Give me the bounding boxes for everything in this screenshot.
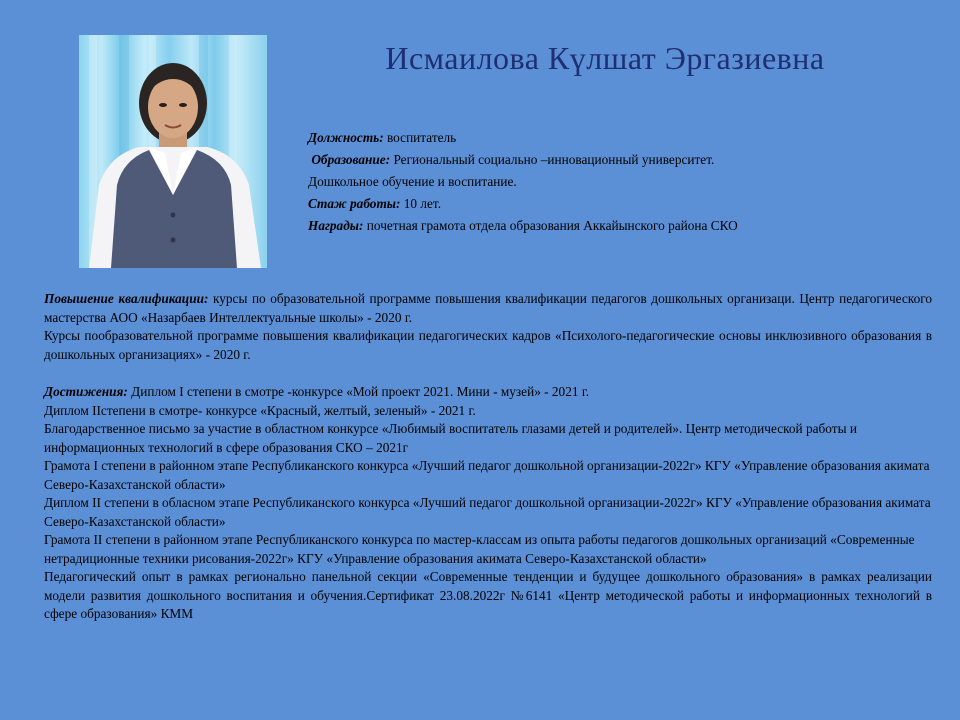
- achievement-item: Диплом IIстепени в смотре- конкурсе «Красный, желтый, зеленый» - 2021 г.: [44, 402, 476, 418]
- education-row: [308, 149, 928, 171]
- education-value-2: Дошкольное обучение и воспитание.: [308, 174, 517, 189]
- portrait-photo: [79, 35, 267, 268]
- qualification-line-1: [44, 290, 932, 327]
- achievement-item: [44, 383, 932, 402]
- qualification-section: [44, 290, 932, 364]
- position-label: Должность:: [308, 130, 384, 145]
- experience-value: 10 лет.: [400, 196, 442, 211]
- experience-label: Стаж работы:: [308, 196, 401, 211]
- achievement-item: Грамота II степени в районном этапе Республиканского конкурса по мастер-классам из опыта работы педагогов дошкольных организаций «Современные нетрадиционные техники рисования-2022г» КГУ «Управление образования акимата Северо-Казахстанской области»: [44, 532, 915, 566]
- person-name: Исмаилова Күлшат Эргазиевна: [385, 40, 825, 76]
- achievements-label: Достижения:: [44, 384, 128, 399]
- achievement-item: Диплом II степени в обласном этапе Республиканского конкурса «Лучший педагог дошкольной организации-2022г» КГУ «Управление образования акимата Северо-Казахстанской области»: [44, 495, 931, 529]
- position-value: воспитатель: [383, 130, 457, 145]
- education-value: Региональный социально –инновационный университет.: [390, 152, 715, 167]
- achievement-item: Грамота I степени в районном этапе Республиканского конкурса «Лучший педагог дошкольной организации-2022г» КГУ «Управление образования акимата Северо-Казахстанской области»: [44, 458, 930, 492]
- qualification-text-1: курсы по образовательной программе повышения квалификации педагогов дошкольных организаци. Центр педагогического мастерства АОО «Назарбаев Интеллектуальные школы» - 2020 г.: [44, 291, 932, 325]
- qualification-line-2: Курсы пообразовательной программе повышения квалификации педагогических кадров «Психолого-педагогические основы инклюзивного образования в дошкольных организациях» - 2020 г.: [44, 328, 932, 362]
- experience-row: [308, 193, 928, 215]
- qualification-label: Повышение квалификации:: [44, 291, 209, 306]
- info-block: [308, 127, 928, 237]
- achievements-section: [44, 383, 932, 624]
- education-row-2: [308, 171, 928, 193]
- achievement-item: Педагогический опыт в рамках регионально панельной секции «Современные тенденции и будущее дошкольного образования» в рамках реализации модели развития дошкольного воспитания и обучения.Сертификат 23.08.2022г №6141 «Центр методической работы и информационных технологий в сфере образования» КММ: [44, 569, 932, 621]
- achievement-text: Диплом I степени в смотре -конкурсе «Мой проект 2021. Мини - музей» - 2021 г.: [127, 384, 590, 399]
- education-label: Образование:: [311, 152, 391, 167]
- achievement-item: Благодарственное письмо за участие в областном конкурсе «Любимый воспитатель глазами детей и родителей». Центр методической работы и информационных технологий в сфере образования СКО – 2021г: [44, 421, 857, 455]
- awards-label: Награды:: [308, 218, 364, 233]
- awards-value: почетная грамота отдела образования Аккайынского района СКО: [363, 218, 738, 233]
- position-row: [308, 127, 928, 149]
- awards-row: [308, 215, 928, 237]
